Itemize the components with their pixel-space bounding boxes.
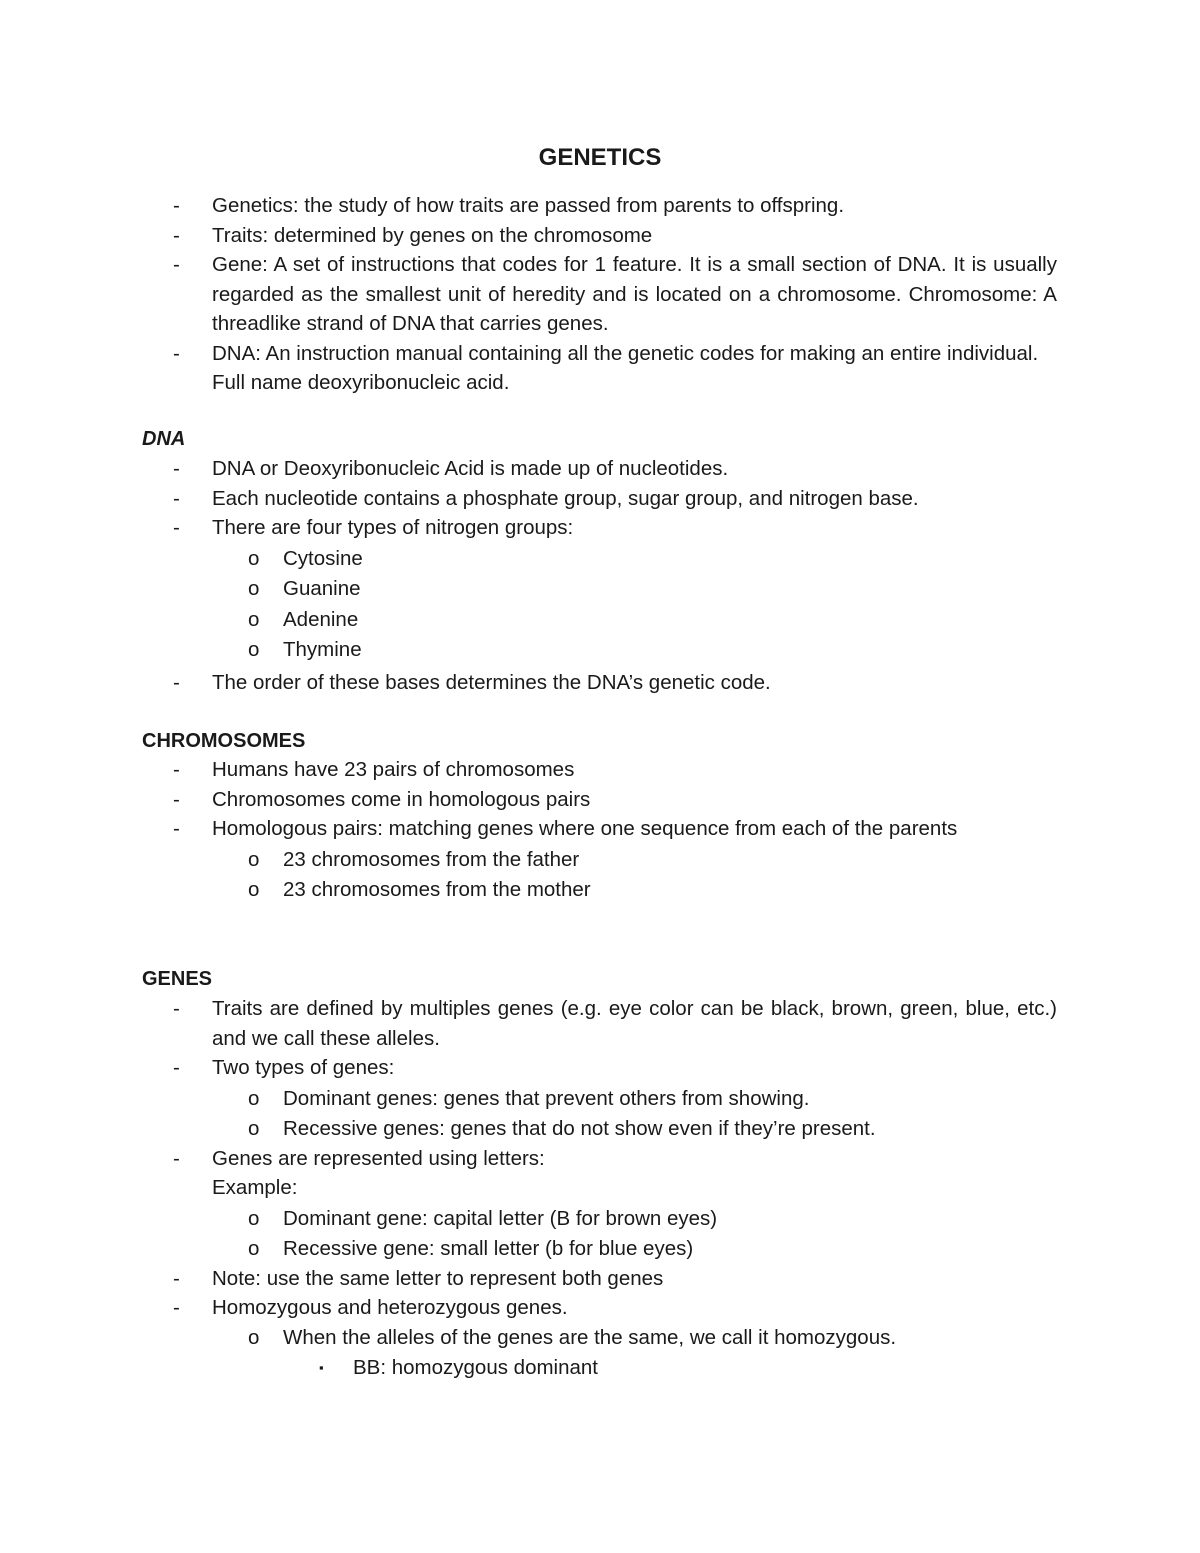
list-item-text: Gene: A set of instructions that codes for 1 feature. It is a small section of DNA. It is usually regarded as the smallest unit of heredity and is located on a chromosome. Chromosome: A threadlike strand of DNA that carries genes. [212,253,1057,335]
sub-list-item [0,845,1057,875]
list-item [0,484,1057,514]
section-heading-dna: DNA [142,428,186,450]
list-item-text: Each nucleotide contains a phosphate group, sugar group, and nitrogen base. [212,486,919,510]
dash-bullet: - [173,1056,180,1079]
dash-bullet: - [173,516,180,539]
list-item-text: Thymine [283,638,362,661]
list-item-text: Genes are represented using letters: [212,1146,545,1170]
list-item-text: Dominant gene: capital letter (B for brown eyes) [283,1206,718,1230]
list-item-text: The order of these bases determines the DNA’s genetic code. [212,670,771,694]
list-item [0,814,1057,844]
circle-bullet: o [248,577,260,600]
list-item-text: Dominant genes: genes that prevent others from showing. [283,1086,810,1110]
dash-bullet: - [173,1266,180,1290]
list-item [0,221,1057,251]
list-item-text: Homologous pairs: matching genes where one sequence from each of the parents [212,817,958,840]
list-item-text: BB: homozygous dominant [353,1356,598,1379]
list-item [0,1053,1057,1083]
list-item-text: Guanine [283,577,361,600]
circle-bullet: o [248,1237,260,1260]
sub-list-item [0,635,1057,665]
dash-bullet: - [173,1146,180,1170]
list-item [0,339,1057,398]
list-item-text: Two types of genes: [212,1056,395,1079]
list-item-text: There are four types of nitrogen groups: [212,516,574,539]
circle-bullet: o [248,607,260,631]
dash-bullet: - [173,670,180,694]
page-title: GENETICS [538,144,662,171]
section-heading-genes: GENES [142,968,213,990]
sub-list-item [0,1204,1057,1234]
dash-bullet: - [173,194,180,217]
square-bullet: ▪ [319,1360,324,1375]
dash-bullet: - [173,758,180,781]
list-item [0,454,1057,484]
list-item-text: 23 chromosomes from the mother [283,878,591,901]
sub-list-item [0,605,1057,635]
example-label-line [0,1173,1057,1203]
list-item-text: DNA or Deoxyribonucleic Acid is made up of nucleotides. [212,457,729,480]
list-item [0,755,1057,785]
genes-list [0,994,1200,1383]
list-item-text: 23 chromosomes from the father [283,847,580,871]
list-item [0,191,1057,221]
chromosomes-list [0,755,1200,905]
circle-bullet: o [248,1117,260,1140]
list-item [0,668,1057,698]
list-item-text: Adenine [283,607,359,631]
sub-list-item [0,574,1057,604]
example-label: Example: [212,1176,298,1199]
circle-bullet: o [248,546,260,570]
sub-list-item [0,1234,1057,1264]
circle-bullet: o [248,1206,260,1230]
dash-bullet: - [173,341,180,365]
dash-bullet: - [173,997,180,1020]
sub-list-item [0,1114,1057,1144]
sub-list-item [0,1084,1057,1114]
list-item-text: Chromosomes come in homologous pairs [212,787,591,811]
dash-bullet: - [173,486,180,510]
circle-bullet: o [248,1086,260,1110]
circle-bullet: o [248,638,260,661]
list-item [0,513,1057,543]
dna-list [0,454,1200,697]
list-item-text: Homozygous and heterozygous genes. [212,1296,568,1319]
list-item-text: Traits are defined by multiples genes (e.g. eye color can be black, brown, green, blue, etc.) and we call these alleles. [212,997,1057,1050]
section-heading-chromosomes: CHROMOSOMES [142,730,306,752]
dash-bullet: - [173,253,180,276]
list-item-text: Genetics: the study of how traits are passed from parents to offspring. [212,194,845,217]
intro-list [0,191,1200,398]
dash-bullet: - [173,1296,180,1319]
dash-bullet: - [173,787,180,811]
list-item [0,1144,1057,1174]
list-item [0,785,1057,815]
list-item-text: Traits: determined by genes on the chromosome [212,223,653,247]
list-item-text: Recessive genes: genes that do not show even if they’re present. [283,1117,876,1140]
sub-sub-list-item [0,1353,1057,1383]
list-item [0,1264,1057,1294]
sub-list-item [0,875,1057,905]
list-item-text: Recessive gene: small letter (b for blue eyes) [283,1237,694,1260]
list-item [0,250,1057,339]
dash-bullet: - [173,457,180,480]
circle-bullet: o [248,847,260,871]
dash-bullet: - [173,223,180,247]
sub-list-item [0,544,1057,574]
circle-bullet: o [248,878,260,901]
list-item-text: Cytosine [283,546,363,570]
list-item [0,994,1057,1053]
dash-bullet: - [173,817,180,840]
list-item [0,1293,1057,1323]
circle-bullet: o [248,1325,260,1349]
sub-list-item [0,1323,1057,1353]
list-item-text: When the alleles of the genes are the same, we call it homozygous. [283,1325,897,1349]
list-item-text: DNA: An instruction manual containing all the genetic codes for making an entire individual. Full name deoxyribonucleic acid. [212,341,1039,394]
list-item-text: Humans have 23 pairs of chromosomes [212,758,575,781]
list-item-text: Note: use the same letter to represent both genes [212,1266,664,1290]
